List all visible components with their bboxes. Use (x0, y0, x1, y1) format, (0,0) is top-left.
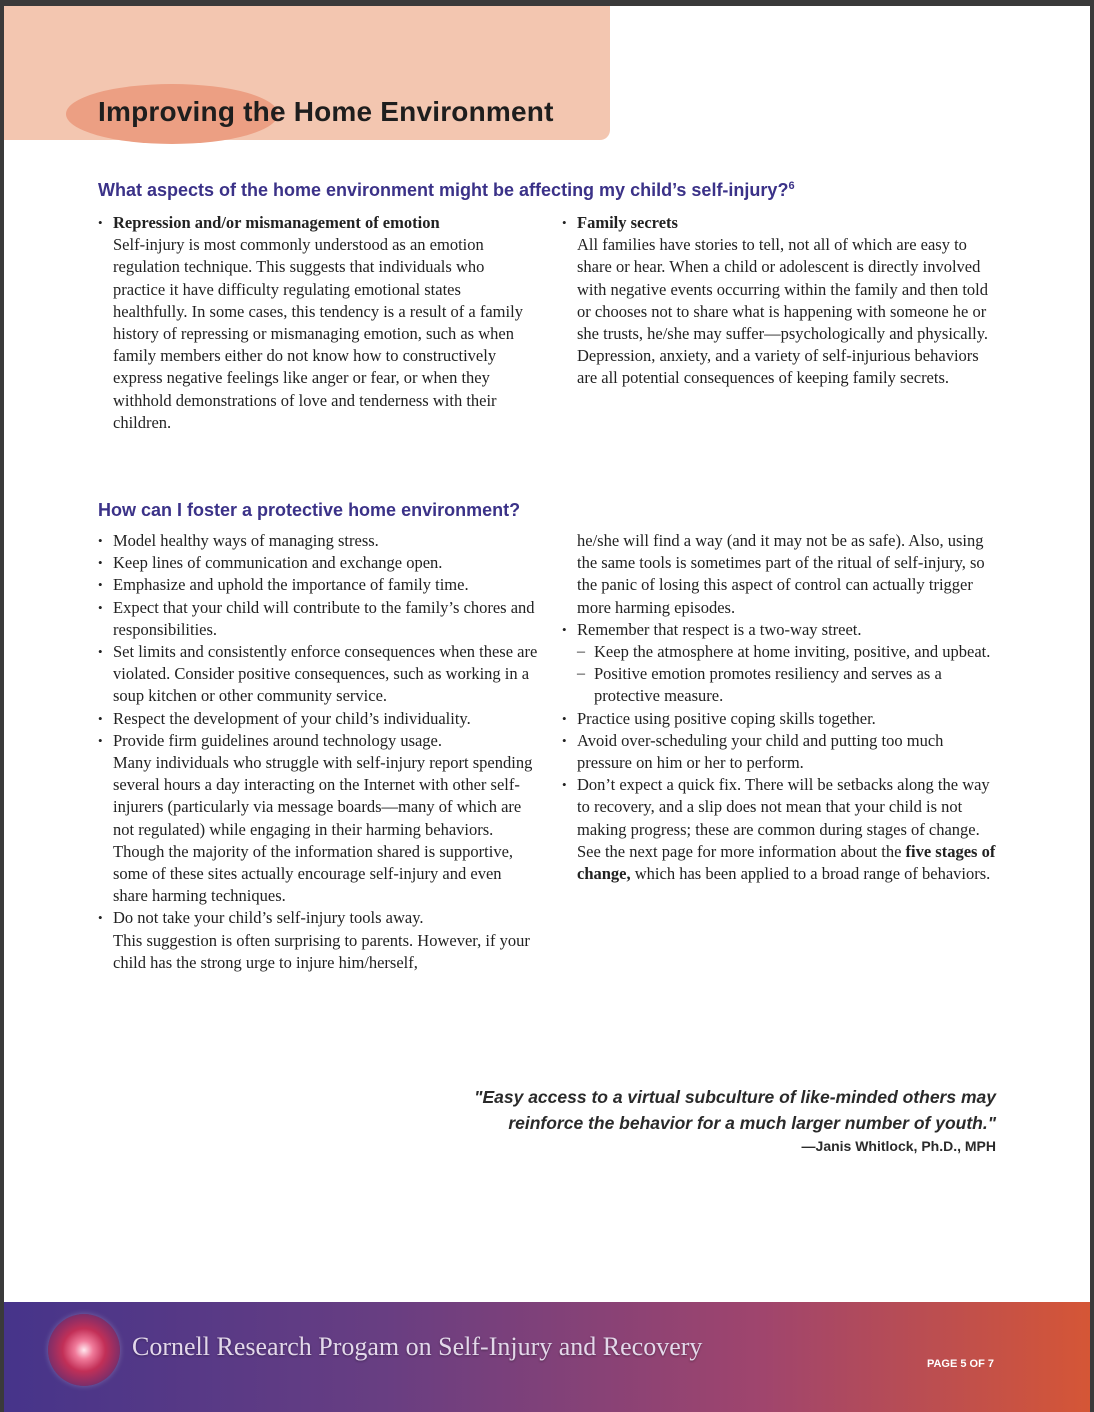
aspects-right-column (562, 212, 998, 390)
list-item: • Avoid over-scheduling your child and putting too much pressure on him or her to perform. (562, 730, 998, 774)
list-item: • Emphasize and uphold the importance of family time. (98, 574, 538, 596)
list-item: • Respect the development of your child’s individuality. (98, 708, 538, 730)
quote-attribution: —Janis Whitlock, Ph.D., MPH (801, 1138, 996, 1154)
sub-list-item: – Positive emotion promotes resiliency and serves as a protective measure. (562, 663, 998, 707)
item-body: This suggestion is often surprising to parents. However, if your child has the strong urge to injure him/herself, (113, 930, 530, 972)
item-body: All families have stories to tell, not all of which are easy to share or hear. When a child or adolescent is directly involved with negative events occurring within the family and then told or chooses not to share what is happening with someone he or she trusts, he/she may suffer—psychologically and physically. Depression, anxiety, and a variety of self-injurious behaviors are all potential consequences of keeping family secrets. (577, 235, 989, 388)
item-bold-text: five stages of change, (577, 841, 996, 884)
pull-quote: "Easy access to a virtual subculture of like-minded others may reinforce the behavior for a much larger number of youth." (474, 1087, 996, 1133)
item-title: • Family secrets (577, 213, 678, 232)
list-item: • Model healthy ways of managing stress. (98, 530, 538, 552)
section-heading-aspects-text: What aspects of the home environment might be affecting my child’s self-injury? (98, 180, 789, 200)
page-title: Improving the Home Environment (98, 96, 554, 127)
footer-band (4, 1302, 1090, 1412)
item-title: • Do not take your child’s self-injury tools away. (113, 908, 424, 928)
section-heading-aspects (98, 180, 795, 201)
list-item: • Keep lines of communication and exchange open. (98, 552, 538, 574)
list-item: • Remember that respect is a two-way street. (562, 619, 998, 641)
item-body: Self-injury is most commonly understood as an emotion regulation technique. This suggests that individuals who practice it have difficulty regulating emotional states healthfully. In some cases, this tendency is a result of a family history of repressing or mismanaging emotion, such as when family members either do not know how to constructively express negative feelings like anger or fear, or when they withhold demonstrations of love and tenderness with their children. (113, 235, 523, 432)
item-title: • Provide firm guidelines around technology usage. (113, 730, 443, 750)
document-page (4, 6, 1090, 1412)
list-item (98, 907, 538, 974)
foster-right-column (562, 530, 998, 885)
list-item (562, 774, 998, 885)
program-logo-icon (48, 1314, 120, 1386)
page-number: PAGE 5 OF 7 (926, 1358, 994, 1370)
list-item-continued: he/she will find a way (and it may not be as safe). Also, using the same tools is sometimes part of the ritual of self-injury, so the panic of losing this aspect of control can actually trigger more harming episodes. (577, 531, 985, 617)
sub-list-item: – Keep the atmosphere at home inviting, positive, and upbeat. (562, 641, 998, 663)
item-title: • Repression and/or mismanagement of emotion (113, 213, 440, 232)
aspects-left-column (98, 212, 538, 434)
list-item (562, 212, 998, 390)
program-name: Cornell Research Progam on Self-Injury and Recovery (132, 1332, 703, 1361)
item-text: Don’t expect a quick fix. There will be setbacks along the way to recovery, and a slip does not mean that your child is not making progress; these are common during stages of change. See the next page for more information about the (577, 775, 990, 861)
list-item: • Expect that your child will contribute to the family’s chores and responsibilities. (98, 597, 538, 641)
list-item: • Practice using positive coping skills together. (562, 708, 998, 730)
section-heading-foster: How can I foster a protective home environment? (98, 500, 521, 520)
item-text: which has been applied to a broad range of behaviors. (630, 864, 991, 884)
list-item (98, 212, 538, 434)
footnote-marker: 6 (788, 180, 795, 192)
list-item (98, 730, 538, 908)
foster-left-column (98, 530, 538, 974)
item-body: Many individuals who struggle with self-injury report spending several hours a day interacting on the Internet with other self-injurers (particularly via message boards—many of which are not regulated) while engaging in their harming behaviors. Though the majority of the information shared is supportive, some of these sites actually encourage self-injury and even share harming techniques. (113, 753, 533, 906)
list-item: • Set limits and consistently enforce consequences when these are violated. Consider positive consequences, such as working in a soup kitchen or other community service. (98, 641, 538, 708)
